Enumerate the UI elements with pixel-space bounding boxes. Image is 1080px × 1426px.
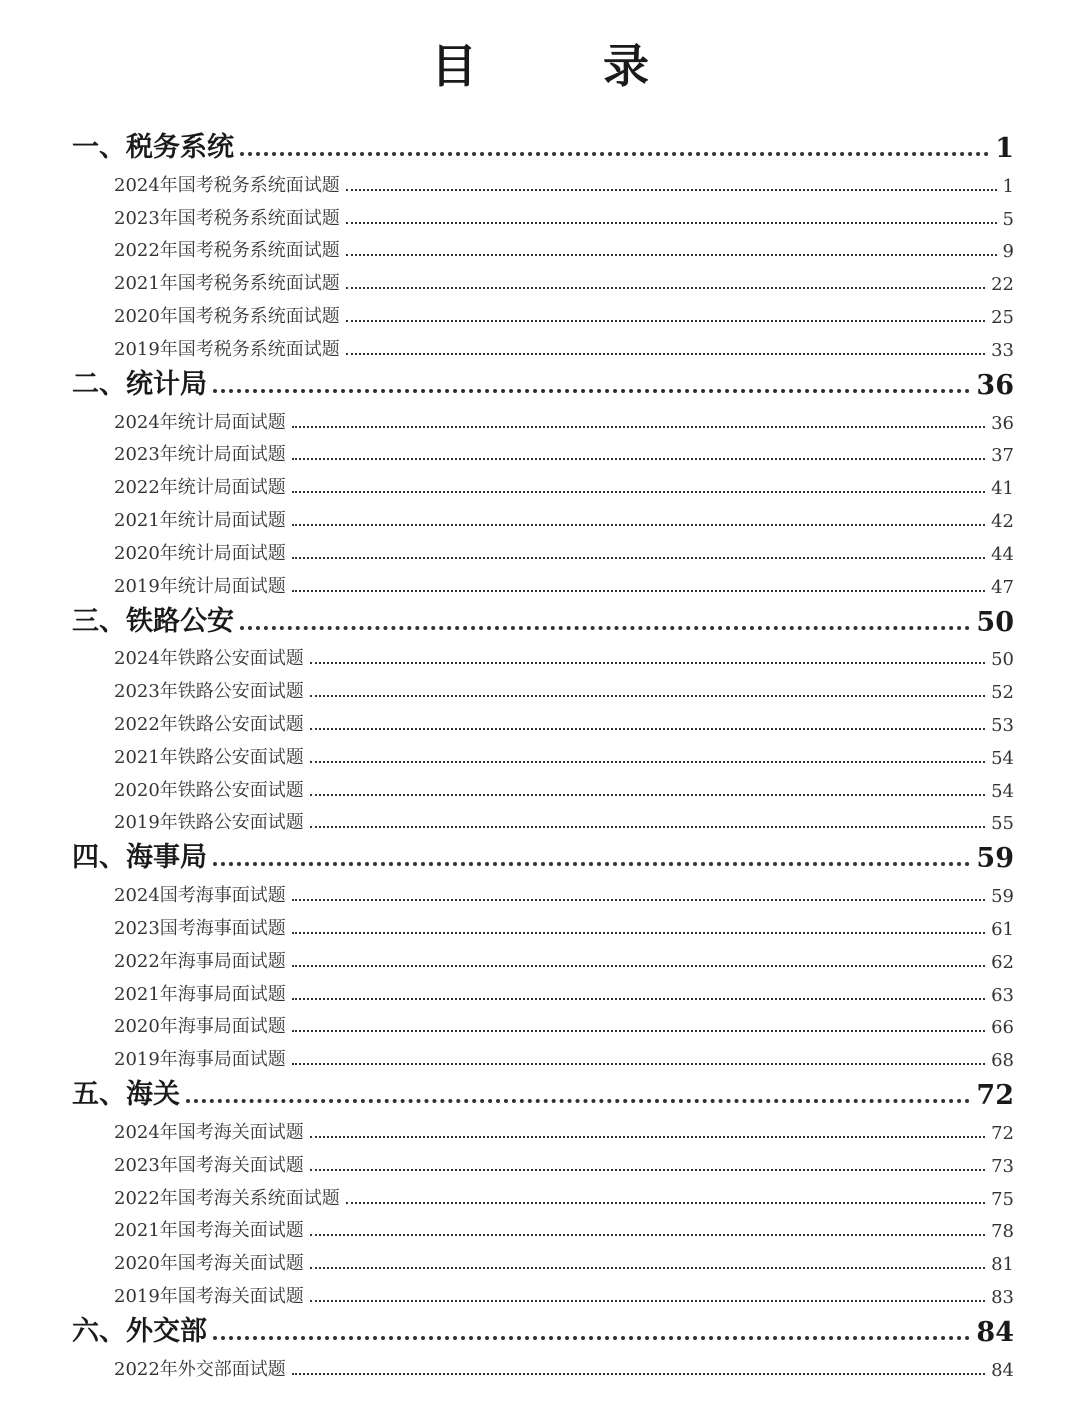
- toc-entry-label: 2023年统计局面试题: [114, 444, 286, 466]
- toc-entry[interactable]: [72, 1111, 1014, 1144]
- page-number: 9: [1002, 241, 1014, 263]
- toc-entry-label: 2023年铁路公安面试题: [114, 681, 304, 703]
- toc-entry-label: 2023年国考海关面试题: [114, 1154, 304, 1176]
- dot-leader: [186, 1099, 970, 1103]
- toc-entry[interactable]: [72, 499, 1014, 532]
- toc-entry[interactable]: [72, 769, 1014, 802]
- toc-entry-label: 2021年海事局面试题: [114, 983, 286, 1005]
- page-number: 81: [991, 1254, 1014, 1276]
- page-number: 22: [991, 274, 1014, 296]
- dot-leader: [213, 389, 970, 393]
- toc-entry[interactable]: [72, 736, 1014, 769]
- toc-section-heading-label: 四、海事局: [72, 842, 207, 874]
- dot-leader: [292, 426, 985, 428]
- page-number: 36: [991, 412, 1014, 434]
- page-number: 1: [995, 133, 1014, 164]
- dot-leader: [310, 1234, 985, 1236]
- dot-leader: [292, 557, 985, 559]
- page-number: 50: [991, 649, 1014, 671]
- dot-leader: [292, 998, 985, 1000]
- toc-entry[interactable]: [72, 1038, 1014, 1071]
- toc-entry-label: 2019年海事局面试题: [114, 1049, 286, 1071]
- page-number: 54: [991, 780, 1014, 802]
- toc-entry-label: 2024年铁路公安面试题: [114, 648, 304, 670]
- toc-entry-label: 2022年统计局面试题: [114, 477, 286, 499]
- toc-entry[interactable]: [72, 670, 1014, 703]
- toc-entry-label: 2022年海事局面试题: [114, 950, 286, 972]
- toc-section-heading-label: 五、海关: [72, 1079, 180, 1111]
- toc-entry[interactable]: [72, 328, 1014, 361]
- page-number: 84: [991, 1359, 1014, 1381]
- page-number: 41: [991, 478, 1014, 500]
- dot-leader: [346, 222, 997, 224]
- toc-entry-label: 2022年外交部面试题: [114, 1358, 286, 1380]
- page-number: 59: [991, 886, 1014, 908]
- toc-title: 目 录: [431, 39, 689, 93]
- toc-entry[interactable]: [72, 1210, 1014, 1243]
- page-number: 83: [991, 1286, 1014, 1308]
- page-number: 53: [991, 714, 1014, 736]
- toc-section-heading[interactable]: [72, 598, 1014, 638]
- dot-leader: [346, 320, 985, 322]
- page-number: 72: [991, 1122, 1014, 1144]
- toc-entry[interactable]: [72, 703, 1014, 736]
- toc-entry-label: 2020年国考海关面试题: [114, 1253, 304, 1275]
- page-number: 68: [991, 1050, 1014, 1072]
- toc-entry[interactable]: [72, 295, 1014, 328]
- dot-leader: [310, 794, 985, 796]
- toc-entry-label: 2021年铁路公安面试题: [114, 746, 304, 768]
- dot-leader: [213, 862, 970, 866]
- table-of-contents: [72, 124, 1014, 1381]
- toc-entry[interactable]: [72, 434, 1014, 467]
- page-number: 72: [976, 1080, 1014, 1112]
- toc-entry[interactable]: [72, 1177, 1014, 1210]
- toc-section-heading[interactable]: [72, 1071, 1014, 1111]
- toc-entry-label: 2021年国考税务系统面试题: [114, 273, 340, 295]
- toc-entry-label: 2021年国考海关面试题: [114, 1220, 304, 1242]
- dot-leader: [292, 458, 985, 460]
- dot-leader: [292, 524, 985, 526]
- toc-entry-label: 2024年统计局面试题: [114, 411, 286, 433]
- dot-leader: [310, 826, 985, 828]
- dot-leader: [292, 491, 985, 493]
- toc-entry-label: 2021年统计局面试题: [114, 509, 286, 531]
- toc-section-heading-label: 二、统计局: [72, 368, 207, 400]
- page-number: 62: [991, 951, 1014, 973]
- page-number: 33: [991, 339, 1014, 361]
- toc-section-heading[interactable]: [72, 834, 1014, 874]
- page-number: 73: [991, 1155, 1014, 1177]
- toc-entry[interactable]: [72, 802, 1014, 835]
- page-number: 84: [976, 1316, 1014, 1348]
- page-number: 59: [976, 843, 1014, 875]
- toc-entry[interactable]: [72, 1348, 1014, 1381]
- toc-entry[interactable]: [72, 1006, 1014, 1039]
- dot-leader: [310, 1267, 985, 1269]
- dot-leader: [346, 353, 985, 355]
- page-number: 66: [991, 1017, 1014, 1039]
- toc-entry-label: 2020年铁路公安面试题: [114, 779, 304, 801]
- page-number: 50: [976, 606, 1014, 638]
- toc-section-heading-label: 一、税务系统: [72, 132, 234, 163]
- toc-entry-label: 2019年国考海关面试题: [114, 1285, 304, 1307]
- toc-entry-label: 2024年国考海关面试题: [114, 1121, 304, 1143]
- toc-entry[interactable]: [72, 1144, 1014, 1177]
- toc-section-heading-label: 三、铁路公安: [72, 605, 234, 637]
- dot-leader: [292, 590, 985, 592]
- toc-entry[interactable]: [72, 1242, 1014, 1275]
- toc-entry-label: 2020年国考税务系统面试题: [114, 305, 340, 327]
- toc-entry[interactable]: [72, 973, 1014, 1006]
- dot-leader: [310, 761, 985, 763]
- page-number: 61: [991, 918, 1014, 940]
- toc-entry-label: 2023国考海事面试题: [114, 917, 286, 939]
- dot-leader: [346, 189, 997, 191]
- toc-entry-label: 2023年国考税务系统面试题: [114, 207, 340, 229]
- toc-entry-label: 2022年国考税务系统面试题: [114, 240, 340, 262]
- toc-entry-label: 2020年统计局面试题: [114, 542, 286, 564]
- toc-entry[interactable]: [72, 401, 1014, 434]
- page-number: 44: [991, 543, 1014, 565]
- toc-entry[interactable]: [72, 466, 1014, 499]
- toc-entry-label: 2022年铁路公安面试题: [114, 713, 304, 735]
- page-number: 52: [991, 682, 1014, 704]
- page-number: 37: [991, 445, 1014, 467]
- toc-section-heading-label: 六、外交部: [72, 1315, 207, 1347]
- toc-entry-label: 2019年国考税务系统面试题: [114, 338, 340, 360]
- page-number: 36: [976, 369, 1014, 401]
- dot-leader: [310, 695, 985, 697]
- page-number: 78: [991, 1221, 1014, 1243]
- toc-entry[interactable]: [72, 164, 1014, 197]
- toc-entry[interactable]: [72, 197, 1014, 230]
- dot-leader: [240, 626, 970, 630]
- dot-leader: [310, 1136, 985, 1138]
- toc-entry-label: 2019年统计局面试题: [114, 575, 286, 597]
- page-number: 63: [991, 984, 1014, 1006]
- page-number: 42: [991, 510, 1014, 532]
- dot-leader: [310, 1169, 985, 1171]
- toc-entry[interactable]: [72, 907, 1014, 940]
- toc-entry[interactable]: [72, 532, 1014, 565]
- toc-entry[interactable]: [72, 874, 1014, 907]
- toc-entry[interactable]: [72, 1275, 1014, 1308]
- dot-leader: [292, 1063, 985, 1065]
- toc-section-heading[interactable]: [72, 124, 1014, 164]
- dot-leader: [292, 965, 985, 967]
- dot-leader: [346, 1202, 985, 1204]
- dot-leader: [292, 932, 985, 934]
- dot-leader: [346, 287, 985, 289]
- toc-entry[interactable]: [72, 565, 1014, 598]
- page-number: 47: [991, 576, 1014, 598]
- dot-leader: [292, 899, 985, 901]
- toc-entry-label: 2024国考海事面试题: [114, 885, 286, 907]
- page-number: 25: [991, 306, 1014, 328]
- toc-section-heading[interactable]: [72, 1308, 1014, 1348]
- toc-entry[interactable]: [72, 638, 1014, 671]
- toc-entry-label: 2019年铁路公安面试题: [114, 812, 304, 834]
- dot-leader: [240, 152, 989, 156]
- toc-entry-label: 2020年海事局面试题: [114, 1016, 286, 1038]
- dot-leader: [346, 254, 997, 256]
- dot-leader: [310, 1300, 985, 1302]
- dot-leader: [310, 728, 985, 730]
- page-number: 1: [1002, 175, 1014, 197]
- dot-leader: [213, 1336, 970, 1340]
- toc-entry-label: 2022年国考海关系统面试题: [114, 1187, 340, 1209]
- toc-entry[interactable]: [72, 262, 1014, 295]
- dot-leader: [292, 1373, 985, 1375]
- page-number: 54: [991, 747, 1014, 769]
- page-number: 5: [1002, 208, 1014, 230]
- toc-entry[interactable]: [72, 230, 1014, 263]
- dot-leader: [310, 662, 985, 664]
- page-number: 55: [991, 813, 1014, 835]
- dot-leader: [292, 1030, 985, 1032]
- toc-entry[interactable]: [72, 940, 1014, 973]
- toc-entry-label: 2024年国考税务系统面试题: [114, 174, 340, 196]
- page-number: 75: [991, 1188, 1014, 1210]
- toc-section-heading[interactable]: [72, 361, 1014, 401]
